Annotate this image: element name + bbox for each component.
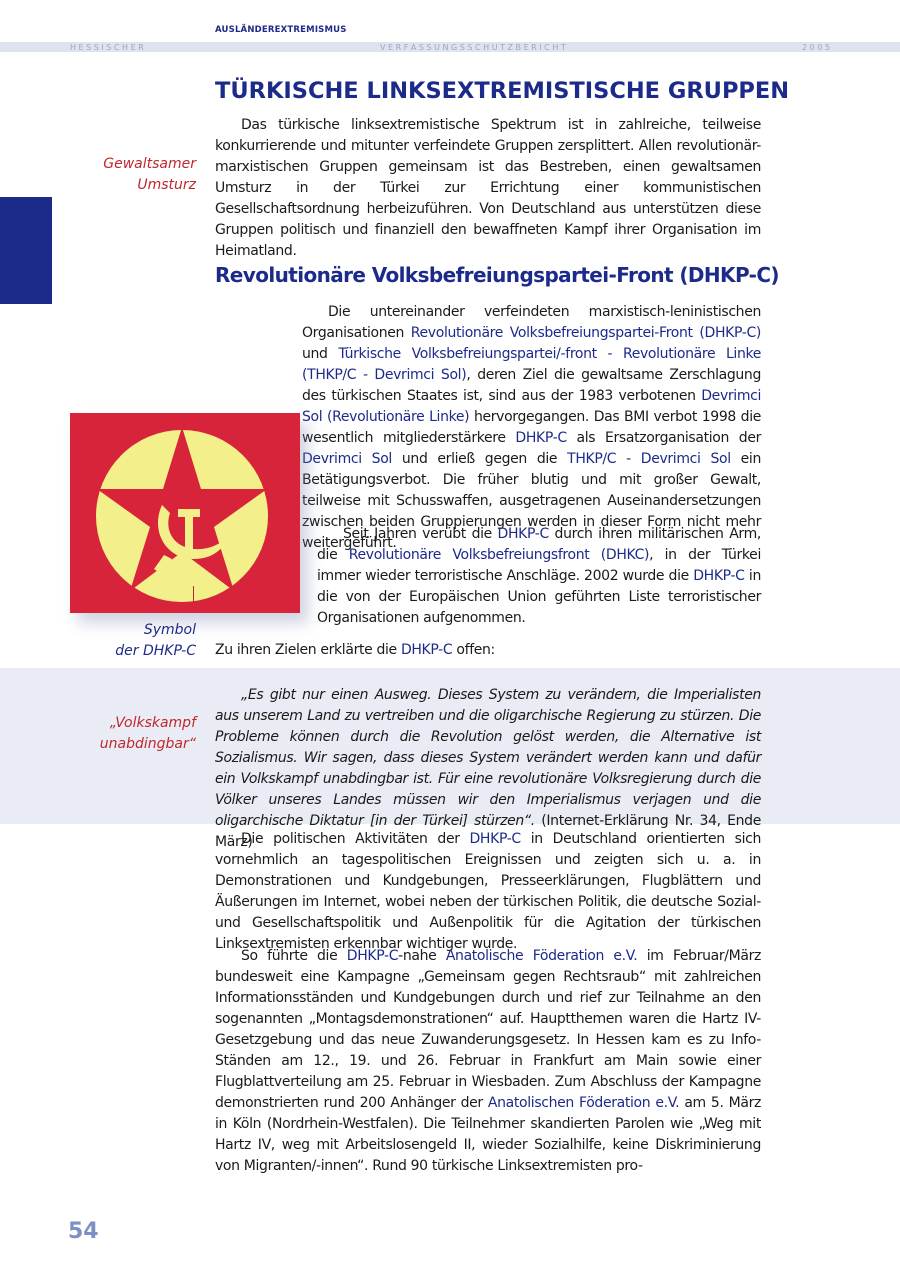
star-hammer-sickle-icon: [70, 413, 300, 613]
margin-note-gewaltsamer-umsturz: [16, 154, 196, 196]
paragraph-political-activities: Die politischen Aktivitäten der DHKP-C in Deutschland orientierten sich vornehmlich an tagespolitischen Ereignissen und zeigten sich u. a. in Demonstrationen und Kundgebungen, Presseerklärungen, Flugblättern und Äußerungen im Internet, wobei neben der türkischen Politik, die deutsche Sozial- und Gesellschaftspolitik und Außenpolitik für die Agitation der türkischen Linksextremisten erkennbar wichtiger wurde.: [215, 831, 761, 952]
running-title-part: H E S S I S C H E R: [70, 42, 144, 52]
paragraph-dhkc: Seit Jahren verübt die DHKP-C durch ihren militärischen Arm, die Revolutionäre Volksbefreiungsfront (DHKC), in der Türkei immer wieder terroristische Anschläge. 2002 wurde die DHKP-C in die von der Europäischen Union geführten Liste terroristischer Organisationen aufgenommen.: [317, 526, 761, 626]
margin-note-line: „Volkskampf: [109, 715, 196, 731]
running-title-part: 2 0 0 5: [801, 42, 830, 52]
paragraph-goals-intro: Zu ihren Zielen erklärte die DHKP-C offen:: [215, 642, 495, 658]
running-title: [70, 42, 830, 52]
main-heading: TÜRKISCHE LINKSEXTREMISTISCHE GRUPPEN: [215, 78, 790, 104]
paragraph-intro: Das türkische linksextremistische Spektrum ist in zahlreiche, teilweise konkurrierende und mitunter verfeindete Gruppen zersplittert. Allen revolutionär-marxistischen Gruppen gemeinsam ist das Bestreben, einen gewaltsamen Umsturz in der Türkei zur Errichtung einer kommunistischen Gesellschaftsordnung herbeizuführen. Von Deutschland aus unterstützen diese Gruppen politisch und finanziell den bewaffneten Kampf ihrer Organisation im Heimatland.: [215, 117, 761, 259]
margin-note-line: Umsturz: [137, 177, 196, 193]
section-label: AUSLÄNDEREXTREMISMUS: [215, 25, 347, 35]
dhkp-c-symbol-image: [70, 413, 300, 613]
caption-line-text: Symbol: [143, 622, 196, 638]
margin-note-volkskampf: [16, 713, 196, 755]
paragraph-campaign: So führte die DHKP-C-nahe Anatolische Föderation e.V. im Februar/März bundesweit eine Kampagne „Gemeinsam gegen Rechtsraub“ mit zahlreichen Informationsständen und Kundgebungen durch und rief zur Teilnahme an den sogenannten „Montagsdemonstrationen“ auf. Hauptthemen waren die Hartz IV-Gesetzgebung und das neue Zuwanderungsgesetz. In Hessen kam es zu Info-Ständen am 12., 19. und 26. Februar in Frankfurt am Main sowie einer Flugblattverteilung am 25. Februar in Wiesbaden. Zum Abschluss der Kampagne demonstrierten rund 200 Anhänger der Anatolischen Föderation e.V. am 5. März in Köln (Nordrhein-Westfalen). Die Teilnehmer skandierten Parolen wie „Weg mit Hartz IV, weg mit Arbeitslosengeld II, wieder Sozialhilfe, keine Diskriminierung von Migranten/-innen“. Rund 90 türkische Linksextremisten pro-: [215, 948, 762, 1174]
paragraph-organisations: Die untereinander verfeindeten marxistisch-leninistischen Organisationen Revolutionäre Volksbefreiungspartei-Front (DHKP-C) und Türkische Volksbefreiungspartei/-front - Revolutionäre Linke (THKP/C - Devrimci Sol), deren Ziel die gewaltsame Zerschlagung des türkischen Staates ist, sind aus der 1983 verbotenen Devrimci Sol (Revolutionäre Linke) hervorgegangen. Das BMI verbot 1998 die wesentlich mitgliederstärkere DHKP-C als Ersatzorganisation der Devrimci Sol und erließ gegen die THKP/C - Devrimci Sol ein Betätigungsverbot. Die früher blutig und mit großer Gewalt, teilweise mit Schusswaffen, ausgetragenen Auseinandersetzungen zwischen beiden Gruppierungen werden in dieser Form nicht mehr weitergeführt.: [215, 302, 761, 617]
symbol-caption: [16, 620, 196, 662]
margin-note-line: unabdingbar“: [99, 736, 196, 752]
margin-note-line: Gewaltsamer: [103, 156, 196, 172]
page-number: 54: [68, 1219, 99, 1244]
running-title-part: V E R F A S S U N G S S C H U T Z B E R I C H T: [379, 42, 566, 52]
chapter-side-tab: [0, 197, 52, 304]
quote-block: „Es gibt nur einen Ausweg. Dieses System zu verändern, die Imperialisten aus unserem Land zu vertreiben und die oligarchische Regierung zu stürzen. Die Probleme können durch die Revolution gelöst werden, die Alternative ist Sozialismus. Wir sagen, dass dieses System verändert werden kann und dafür ein Volkskampf unabdingbar ist. Für eine revolutionäre Volksregierung durch die Völker unseres Landes müssen wir den Imperialismus verjagen und die oligarchische Diktatur [in der Türkei] stürzen“. (Internet-Erklärung Nr. 34, Ende März): [215, 687, 761, 850]
caption-line: [193, 586, 194, 604]
caption-line-text: der DHKP-C: [115, 643, 196, 659]
sub-heading: Revolutionäre Volksbefreiungspartei-Front (DHKP-C): [215, 263, 779, 287]
